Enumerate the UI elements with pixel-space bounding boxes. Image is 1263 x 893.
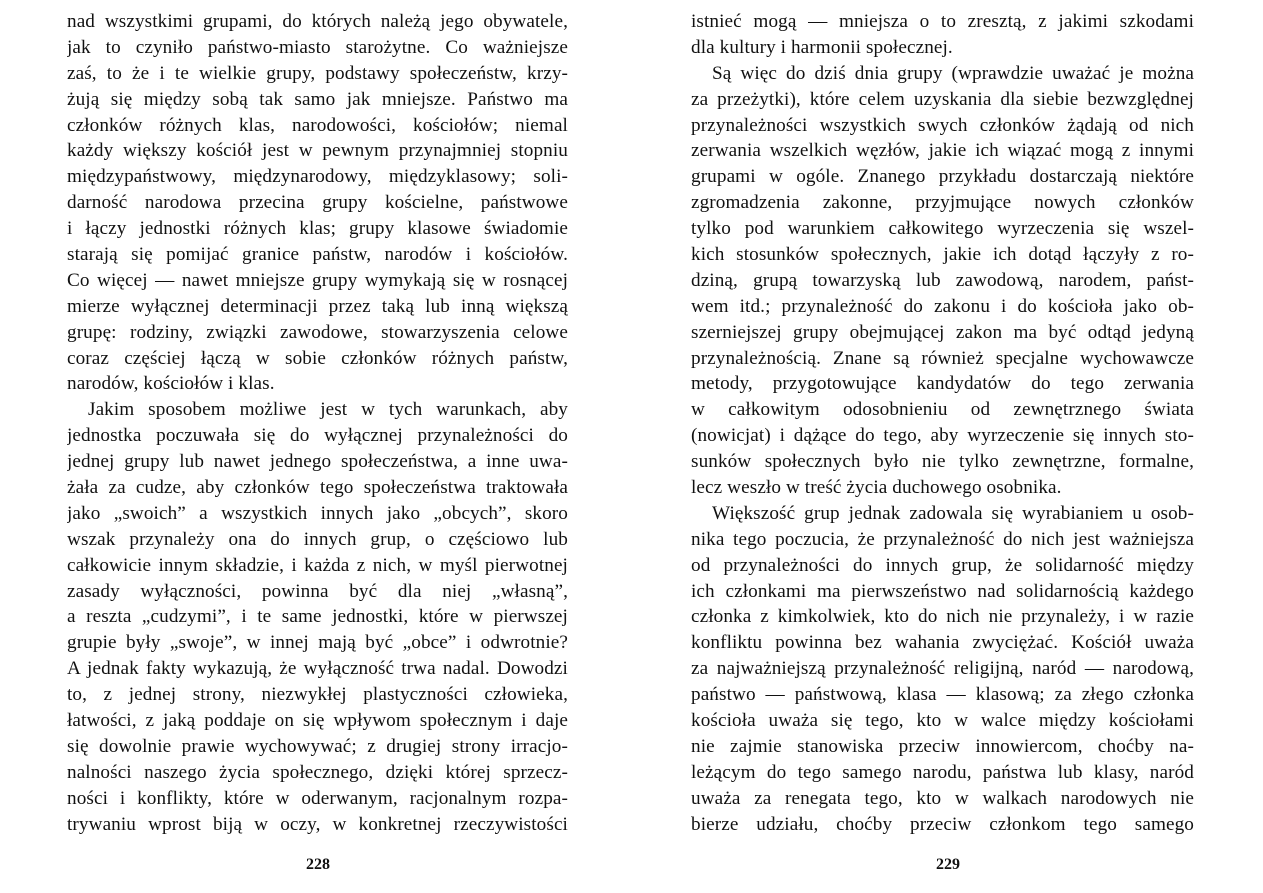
text-line: i łączy jednostki różnych klas; grupy klasowe świadomie — [67, 218, 568, 240]
right-page-text — [691, 9, 1194, 838]
text-line: kich stosunków społecznych, jakie ich dotąd łączyły z ro- — [691, 244, 1194, 266]
text-line: darność narodowa przecina grupy kościelne, państwowe — [67, 192, 568, 214]
text-line: od przynależności do innych grup, że solidarność między — [691, 554, 1194, 576]
text-line: konfliktu powinna bez wahania zwyciężać. Kościół uważa — [691, 632, 1194, 654]
left-page — [0, 0, 631, 893]
text-line: w całkowitym odosobnieniu od zewnętrznego świata — [691, 399, 1194, 421]
text-line: zasady wyłączności, powinna być dla niej „własną”, — [67, 580, 568, 602]
text-line: nie zajmie stanowiska przeciw innowiercom, choćby na- — [691, 735, 1194, 757]
text-line: wszak przynależy ona do innych grup, o częściowo lub — [67, 528, 568, 550]
text-line: (nowicjat) i dążące do tego, aby wyrzeczenie się innych sto- — [691, 425, 1194, 447]
text-line: każdy większy kościół jest w pewnym przynajmniej stopniu — [67, 140, 568, 162]
text-line: grupami w ogóle. Znanego przykładu dostarczają niektóre — [691, 166, 1194, 188]
text-line: nika tego poczucia, że przynależność do nich jest ważniejsza — [691, 528, 1194, 550]
text-line: Większość grup jednak zadowala się wyrabianiem u osob- — [712, 502, 1194, 524]
right-page — [631, 0, 1263, 893]
text-line: się dowolnie prawie wychowywać; z drugiej strony irracjo- — [67, 735, 568, 757]
text-line: mierze wyłącznej determinacji przez taką lub inną większą — [67, 295, 568, 317]
page-number-right: 229 — [936, 856, 960, 873]
text-line: dla kultury i harmonii społecznej. — [691, 36, 953, 58]
text-line: jednej grupy lub nawet jednego społeczeństwa, a inne uwa- — [67, 451, 568, 473]
text-line: za przeżytki), które celem uzyskania dla siebie bezwzględnej — [691, 88, 1194, 110]
text-line: członka z kimkolwiek, kto do nich nie przynależy, i w razie — [691, 606, 1194, 628]
text-line: coraz częściej łączą w sobie członków różnych państw, — [67, 347, 568, 369]
text-line: nalności naszego życia społecznego, dzięki której sprzecz- — [67, 761, 568, 783]
text-line: ich członkami ma pierwszeństwo nad solidarnością każdego — [691, 580, 1194, 602]
text-line: zgromadzenia zakonne, przyjmujące nowych członków — [691, 192, 1194, 214]
text-line: członków różnych klas, narodowości, kościołów; niemal — [67, 114, 568, 136]
text-line: szerniejszej grupy obejmującej zakon ma być odtąd jedyną — [691, 321, 1194, 343]
text-line: leżącym do tego samego narodu, państwa lub klasy, naród — [691, 761, 1194, 783]
text-line: zaś, to że i te wielkie grupy, podstawy społeczeństw, krzy- — [67, 62, 568, 84]
text-line: kościoła uważa się tego, kto w walce między kościołami — [691, 710, 1194, 732]
left-page-text — [67, 9, 568, 838]
text-line: A jednak fakty wykazują, że wyłączność trwa nadal. Dowodzi — [67, 658, 568, 680]
text-line: to, z jednej strony, niezwykłej plastyczności człowieka, — [67, 684, 568, 706]
text-line: państwo — państwową, klasa — klasową; za złego członka — [691, 684, 1194, 706]
text-line: Jakim sposobem możliwe jest w tych warunkach, aby — [88, 399, 568, 421]
text-line: jednostka poczuwała się do wyłącznej przynależności do — [67, 425, 568, 447]
text-line: dziną, grupą towarzyską lub zawodową, narodem, państ- — [691, 269, 1194, 291]
text-line: Co więcej — nawet mniejsze grupy wymykają się w rosnącej — [67, 269, 568, 291]
text-line: zerwania wszelkich węzłów, jakie ich wiązać mogą z innymi — [691, 140, 1194, 162]
text-line: międzypaństwowy, międzynarodowy, międzyklasowy; soli- — [67, 166, 568, 188]
text-line: metody, przygotowujące kandydatów do tego zerwania — [691, 373, 1194, 395]
text-line: grupę: rodziny, związki zawodowe, stowarzyszenia celowe — [67, 321, 568, 343]
text-line: ności i konflikty, które w oderwanym, racjonalnym rozpa- — [67, 787, 568, 809]
text-line: tylko pod warunkiem całkowitego wyrzeczenia się wszel- — [691, 218, 1194, 240]
text-line: Są więc do dziś dnia grupy (wprawdzie uważać je można — [712, 62, 1194, 84]
text-line: żała za cudze, aby członków tego społeczeństwa traktowała — [67, 477, 568, 499]
text-line: grupie były „swoje”, w innej mają być „obce” i odwrotnie? — [67, 632, 568, 654]
text-line: lecz weszło w treść życia duchowego osobnika. — [691, 477, 1062, 499]
text-line: starają się pomijać granice państw, narodów i kościołów. — [67, 244, 568, 266]
text-line: łatwości, z jaką poddaje on się wpływom społecznym i daje — [67, 710, 568, 732]
text-line: przynależności wszystkich swych członków żądają od nich — [691, 114, 1194, 136]
text-line: przynależnością. Znane są również specjalne wychowawcze — [691, 347, 1194, 369]
text-line: całkowicie innym składzie, i każda z nich, w myśl pierwotnej — [67, 554, 568, 576]
text-line: uważa za renegata tego, kto w walkach narodowych nie — [691, 787, 1194, 809]
text-line: trywaniu wprost biją w oczy, w konkretnej rzeczywistości — [67, 813, 568, 835]
page-number-left: 228 — [306, 856, 330, 873]
text-line: wem itd.; przynależność do zakonu i do kościoła jako ob- — [691, 295, 1194, 317]
text-line: za najważniejszą przynależność religijną, naród — narodową, — [691, 658, 1194, 680]
text-line: narodów, kościołów i klas. — [67, 373, 275, 395]
text-line: żują się między sobą tak samo jak mniejsze. Państwo ma — [67, 88, 568, 110]
text-line: bierze udziału, choćby przeciw członkom tego samego — [691, 813, 1194, 835]
text-line: nad wszystkimi grupami, do których należą jego obywatele, — [67, 11, 568, 32]
text-line: sunków społecznych było nie tylko zewnętrzne, formalne, — [691, 451, 1194, 473]
text-line: istnieć mogą — mniejsza o to zresztą, z jakimi szkodami — [691, 11, 1194, 32]
text-line: jak to czyniło państwo-miasto starożytne. Co ważniejsze — [67, 36, 568, 58]
text-line: jako „swoich” a wszystkich innych jako „obcych”, skoro — [67, 502, 568, 524]
text-line: a reszta „cudzymi”, i te same jednostki, które w pierwszej — [67, 606, 568, 628]
